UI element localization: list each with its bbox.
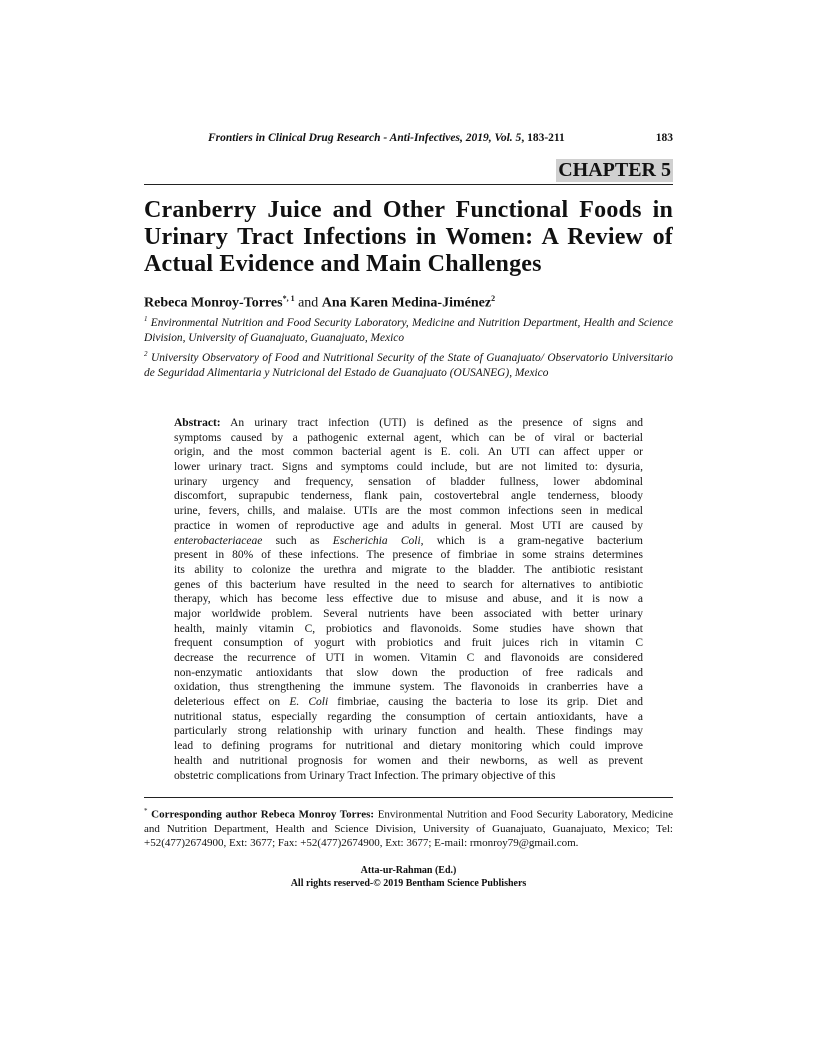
affiliation-text: Environmental Nutrition and Food Security Laboratory, Medicine and Nutrition Department, Health and Science Division, University of Guanajuato, Guanajuato, Mexico — [144, 316, 673, 344]
footnote-marker: * — [144, 807, 148, 815]
author-name: Rebeca Monroy-Torres — [144, 295, 283, 311]
abstract-line: origin, and the most common bacterial agent is E. coli. An UTI can affect upper or — [174, 446, 643, 459]
abstract — [174, 416, 643, 783]
abstract-line: non-enzymatic antioxidants that slow down the production of free radicals and — [174, 666, 643, 679]
page-number: 183 — [655, 132, 673, 144]
affiliation-text: University Observatory of Food and Nutritional Security of the State of Guanajuato/ Observatorio Universitario de Seguridad Alimentaria y Nutricional del Estado de Guanajuato (OUSANEG), Mexico — [144, 351, 673, 379]
footnote-label: Corresponding author Rebeca Monroy Torres: — [151, 808, 375, 821]
abstract-line: genes of this bacterium have resulted in the need to search for alternatives to antibiotic — [174, 578, 643, 591]
footnote-divider — [144, 797, 673, 798]
editor-line: Atta-ur-Rahman (Ed.) — [360, 865, 457, 876]
copyright-line: All rights reserved-© 2019 Bentham Science Publishers — [290, 878, 527, 889]
abstract-line: frequent consumption of yogurt with probiotics and fruit juices rich in vitamin C — [174, 637, 643, 650]
journal-volume: Vol. 5 — [494, 132, 522, 144]
abstract-line: oxidation, thus strengthening the immune system. The flavonoids in cranberries have a — [174, 681, 643, 694]
chapter-heading-row — [144, 156, 673, 185]
abstract-line: practice in women of reproductive age and adults in general. Most UTI are caused by — [174, 519, 643, 532]
abstract-line: urine, fevers, chills, and malaise. UTIs are the most common infections seen in medical — [174, 505, 643, 518]
abstract-line: health and nutritional prognosis for women and their newborns, as well as prevent — [174, 754, 643, 767]
abstract-line: deleterious effect on E. Coli fimbriae, causing the bacteria to lose its grip. Diet and — [174, 696, 643, 709]
author-list — [144, 290, 673, 313]
affiliation — [144, 312, 673, 346]
corresponding-author-footnote — [144, 804, 673, 851]
abstract-line: health, mainly vitamin C, probiotics and flavonoids. Some studies have shown that — [174, 622, 643, 635]
abstract-line: its ability to colonize the urethra and migrate to the bladder. The antibiotic resistant — [174, 563, 643, 576]
author-conjunction: and — [294, 295, 322, 311]
abstract-line: obstetric complications from Urinary Tract Infection. The primary objective of this — [174, 769, 556, 782]
abstract-line — [174, 416, 643, 431]
author-name: Ana Karen Medina-Jiménez — [321, 295, 492, 311]
abstract-line: decrease the recurrence of UTI in women. Vitamin C and flavonoids are considered — [174, 652, 643, 664]
abstract-line: therapy, which has become less effective due to misuse and abuse, and it is now a — [174, 593, 643, 606]
abstract-line: urinary urgency and frequency, sensation of bladder fullness, lower abdominal — [174, 475, 643, 488]
abstract-line: major worldwide problem. Several nutrients have been associated with better urinary — [174, 607, 643, 620]
abstract-line: discomfort, suprapubic tenderness, flank pain, costovertebral angle tenderness, bloody — [174, 490, 643, 503]
publisher-info — [144, 864, 673, 890]
abstract-line: enterobacteriaceae such as Escherichia Coli, which is a gram-negative bacterium — [174, 534, 643, 547]
footnote-text: Environmental Nutrition and Food Security Laboratory, Medicine and Nutrition Department, Health and Science Division, University of Guanajuato, Guanajuato, Mexico; Tel: +52(477)2674900, Ext: 3677; Fax: +52(477)2674900, Ext: 3677; E-mail: rmonroy79@gmail.com. — [144, 808, 673, 850]
abstract-line: present in 80% of these infections. The presence of fimbriae in some strains determines — [174, 549, 643, 562]
author-superscript: 2 — [491, 294, 496, 303]
running-header — [208, 132, 673, 144]
abstract-line: lower urinary tract. Signs and symptoms could include, but are not limited to: dysuria, — [174, 461, 643, 474]
affiliation-number: 1 — [144, 315, 148, 323]
abstract-line: particularly strong relationship with urinary function and health. These findings may — [174, 725, 643, 738]
journal-pages: , 183-211 — [521, 132, 565, 144]
article-title: Cranberry Juice and Other Functional Foods in Urinary Tract Infections in Women: A Review of Actual Evidence and Main Challenges — [144, 197, 673, 277]
journal-title: Frontiers in Clinical Drug Research - Anti-Infectives — [208, 132, 460, 144]
abstract-label: Abstract: — [174, 417, 221, 429]
author-superscript: *, 1 — [282, 294, 295, 303]
abstract-line: lead to defining programs for nutritional and dietary monitoring which could improve — [174, 740, 643, 753]
abstract-text: An urinary tract infection (UTI) is defined as the presence of signs and — [220, 417, 643, 429]
affiliation-number: 2 — [144, 350, 148, 358]
abstract-line: symptoms caused by a pathogenic external agent, which can be of viral or bacterial — [174, 431, 643, 444]
abstract-line: nutritional status, especially regarding the consumption of certain antioxidants, have a — [174, 710, 643, 723]
journal-year: , 2019, — [459, 132, 495, 144]
chapter-label: CHAPTER 5 — [558, 159, 671, 181]
affiliation — [144, 347, 673, 381]
